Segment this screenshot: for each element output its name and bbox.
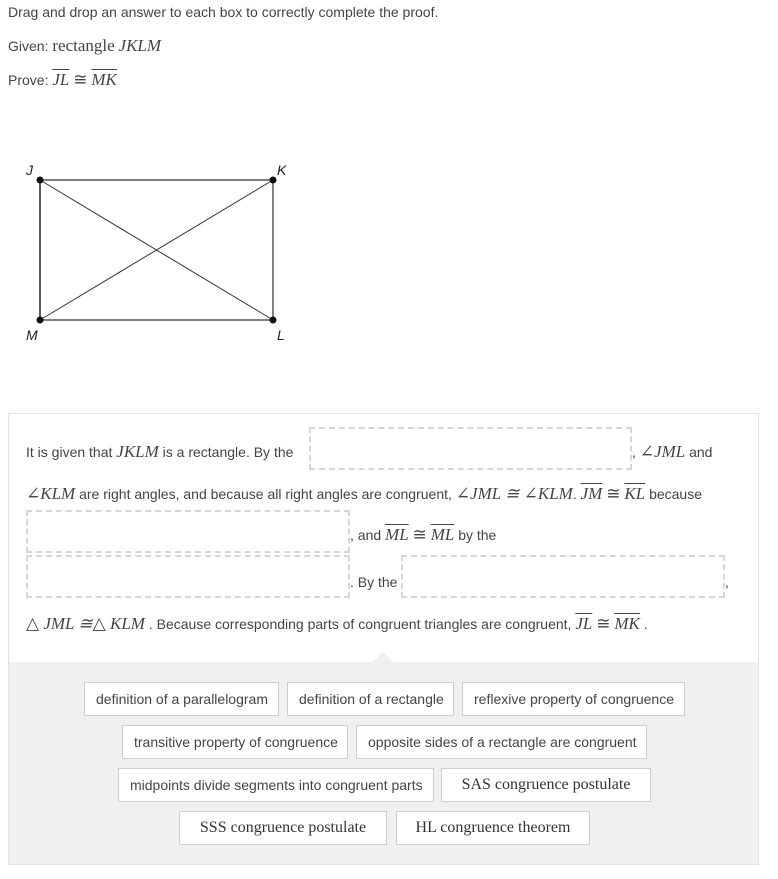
congruent-symbol: ≅ (606, 484, 621, 503)
proof-text: by the (458, 527, 497, 543)
vertex-k (270, 177, 277, 184)
answer-tile-definition-of-a-rectangle[interactable]: definition of a rectangle (287, 682, 454, 716)
given-statement (8, 36, 161, 56)
proof-text: is a rectangle. By the (162, 444, 294, 460)
proof-segment: $\overline{KL}$ (624, 484, 646, 503)
answer-drop-box-2[interactable] (26, 510, 350, 553)
rectangle-figure (20, 155, 300, 355)
vertex-l (270, 317, 277, 324)
proof-segment: $\overline{MK}$ (614, 614, 640, 633)
tray-pointer (373, 652, 393, 662)
answer-tile-hl-theorem[interactable]: HL congruence theorem (396, 811, 590, 845)
proof-shape: JKLM (116, 442, 159, 461)
prove-congruent-symbol: ≅ (73, 70, 88, 89)
proof-text: are right angles, and because all right angles are congruent, (79, 486, 452, 502)
proof-text: , (632, 444, 636, 460)
proof-line-1a (26, 442, 293, 462)
proof-line-5 (26, 614, 648, 634)
given-word: rectangle (52, 36, 115, 55)
congruent-symbol: ≅ (596, 614, 611, 633)
proof-angle: ∠JML (639, 442, 686, 461)
answer-drop-box-1[interactable] (309, 427, 632, 470)
proof-text: because (649, 486, 702, 502)
proof-angle-congruence: ∠JML ≅ ∠KLM (455, 484, 573, 503)
label-j: J (26, 162, 33, 178)
answer-drop-box-4[interactable] (401, 555, 725, 598)
proof-segment: $\overline{JL}$ (575, 614, 593, 633)
proof-line-4a (350, 574, 397, 590)
answer-tile-reflexive-property[interactable]: reflexive property of congruence (462, 682, 685, 716)
answer-tray (9, 662, 758, 864)
answer-tile-midpoints-divide-segments[interactable]: midpoints divide segments into congruent parts (118, 768, 434, 802)
proof-text: , (725, 574, 729, 590)
given-shape: JKLM (118, 36, 162, 55)
answer-drop-box-3[interactable] (26, 555, 350, 598)
label-k: K (277, 162, 287, 178)
proof-line-3 (350, 525, 496, 545)
proof-text: and (689, 444, 713, 460)
proof-line-4b (725, 574, 729, 590)
proof-text: . By the (350, 574, 398, 590)
proof-line-2 (26, 484, 702, 504)
label-m: M (26, 327, 38, 343)
prove-label: Prove: (8, 72, 49, 88)
answer-tile-sss-postulate[interactable]: SSS congruence postulate (179, 811, 387, 845)
proof-segment: $\overline{ML}$ (385, 525, 409, 544)
proof-panel (8, 413, 759, 865)
proof-segment: $\overline{JM}$ (580, 484, 603, 503)
vertex-j (37, 177, 44, 184)
proof-text: . Because corresponding parts of congruent triangles are congruent, (148, 616, 572, 632)
prove-segment-mk: $\overline{MK}$ (91, 70, 117, 89)
proof-segment: $\overline{ML}$ (430, 525, 455, 544)
answer-tile-definition-of-a-parallelogram[interactable]: definition of a parallelogram (84, 682, 279, 716)
proof-text: . (572, 486, 577, 502)
answer-tile-sas-postulate[interactable]: SAS congruence postulate (441, 768, 651, 802)
proof-angle: ∠KLM (26, 484, 76, 503)
answer-tile-transitive-property[interactable]: transitive property of congruence (122, 725, 348, 759)
prove-statement (8, 70, 117, 90)
prove-segment-jl: $\overline{JL}$ (52, 70, 70, 89)
congruent-symbol: ≅ (412, 525, 427, 544)
proof-line-1b (632, 442, 712, 462)
label-l: L (277, 327, 285, 343)
given-label: Given: (8, 38, 49, 54)
triangle-congruence: △ JML ≅△ KLM (26, 614, 145, 633)
answer-tile-opposite-sides-congruent[interactable]: opposite sides of a rectangle are congruent (356, 725, 647, 759)
instruction-text: Drag and drop an answer to each box to correctly complete the proof. (8, 4, 439, 20)
proof-text: , and (350, 527, 382, 543)
proof-text: It is given that (26, 444, 113, 460)
vertex-m (37, 317, 44, 324)
proof-text: . (643, 616, 648, 632)
